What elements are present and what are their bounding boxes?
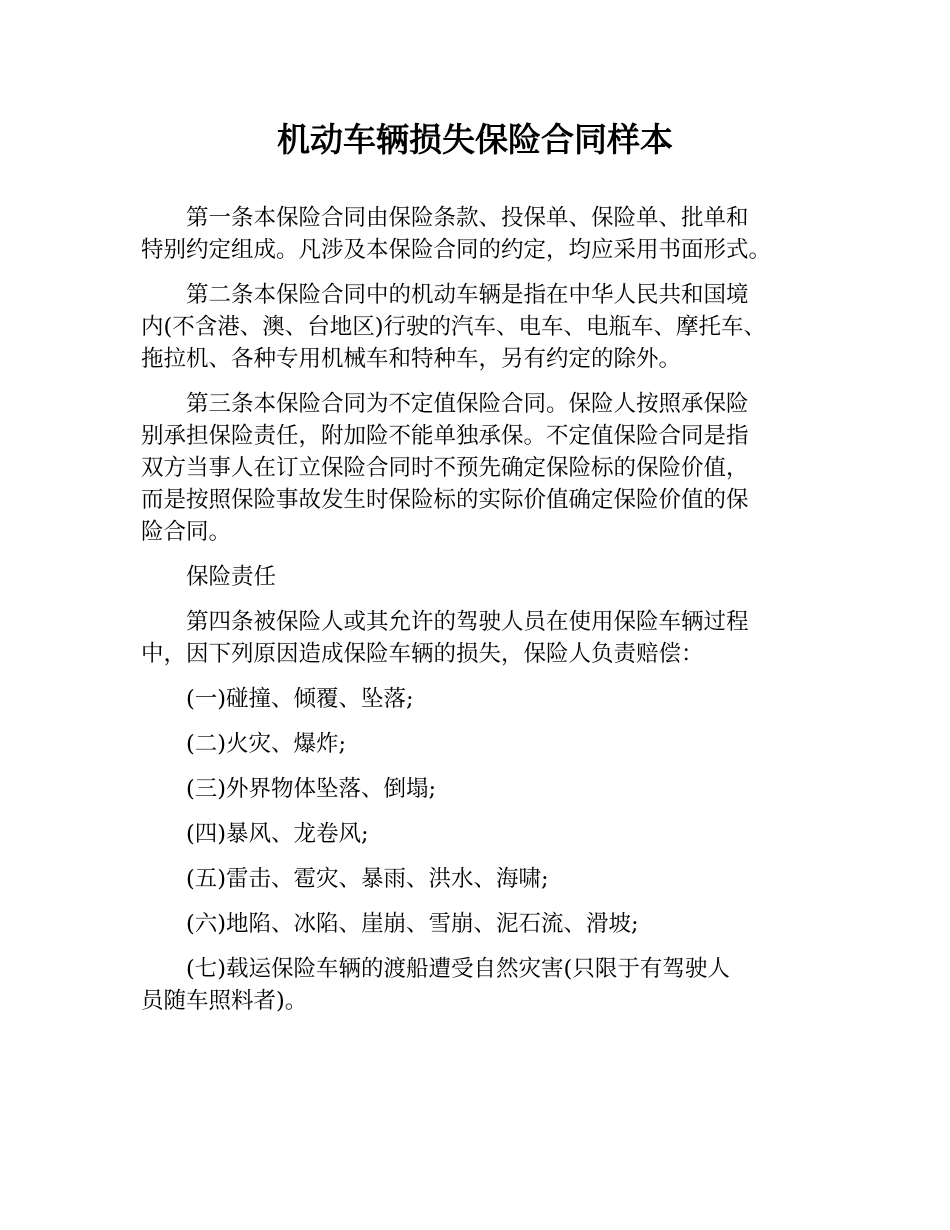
article-3-paragraph: 第三条本保险合同为不定值保险合同。保险人按照承保险 别承担保险责任，附加险不能单独承保。不定值保险合同是指 双方当事人在订立保险合同时不预先确定保险标的保险价值， 而是按照保险事故发生时保险标的实际价值确定保险价值的保 险合同。	[141, 391, 749, 545]
document-body	[141, 202, 831, 1030]
article-1-paragraph: 第一条本保险合同由保险条款、投保单、保险单、批单和 特别约定组成。凡涉及本保险合同的约定，均应采用书面形式。	[141, 205, 772, 263]
list-item-5: (五)雷击、雹灾、暴雨、洪水、海啸;	[186, 866, 549, 892]
list-item-3: (三)外界物体坠落、倒塌;	[186, 776, 437, 802]
document-title: 机动车辆损失保险合同样本	[277, 120, 673, 159]
section-heading-insurance-liability: 保险责任	[186, 564, 277, 590]
list-item-6: (六)地陷、冰陷、崖崩、雪崩、泥石流、滑坡;	[186, 911, 639, 937]
list-item-4: (四)暴风、龙卷风;	[186, 821, 369, 847]
list-item-7: (七)载运保险车辆的渡船遭受自然灾害(只限于有驾驶人 员随车照料者)。	[141, 956, 730, 1014]
article-2-paragraph: 第二条本保险合同中的机动车辆是指在中华人民共和国境 内(不含港、澳、台地区)行驶的汽车、电车、电瓶车、摩托车、 拖拉机、各种专用机械车和特种车，另有约定的除外。	[141, 282, 767, 372]
list-item-2: (二)火灾、爆炸;	[186, 731, 347, 757]
article-4-paragraph: 第四条被保险人或其允许的驾驶人员在使用保险车辆过程 中，因下列原因造成保险车辆的损失，保险人负责赔偿：	[141, 609, 749, 667]
list-item-1: (一)碰撞、倾覆、坠落;	[186, 686, 414, 712]
